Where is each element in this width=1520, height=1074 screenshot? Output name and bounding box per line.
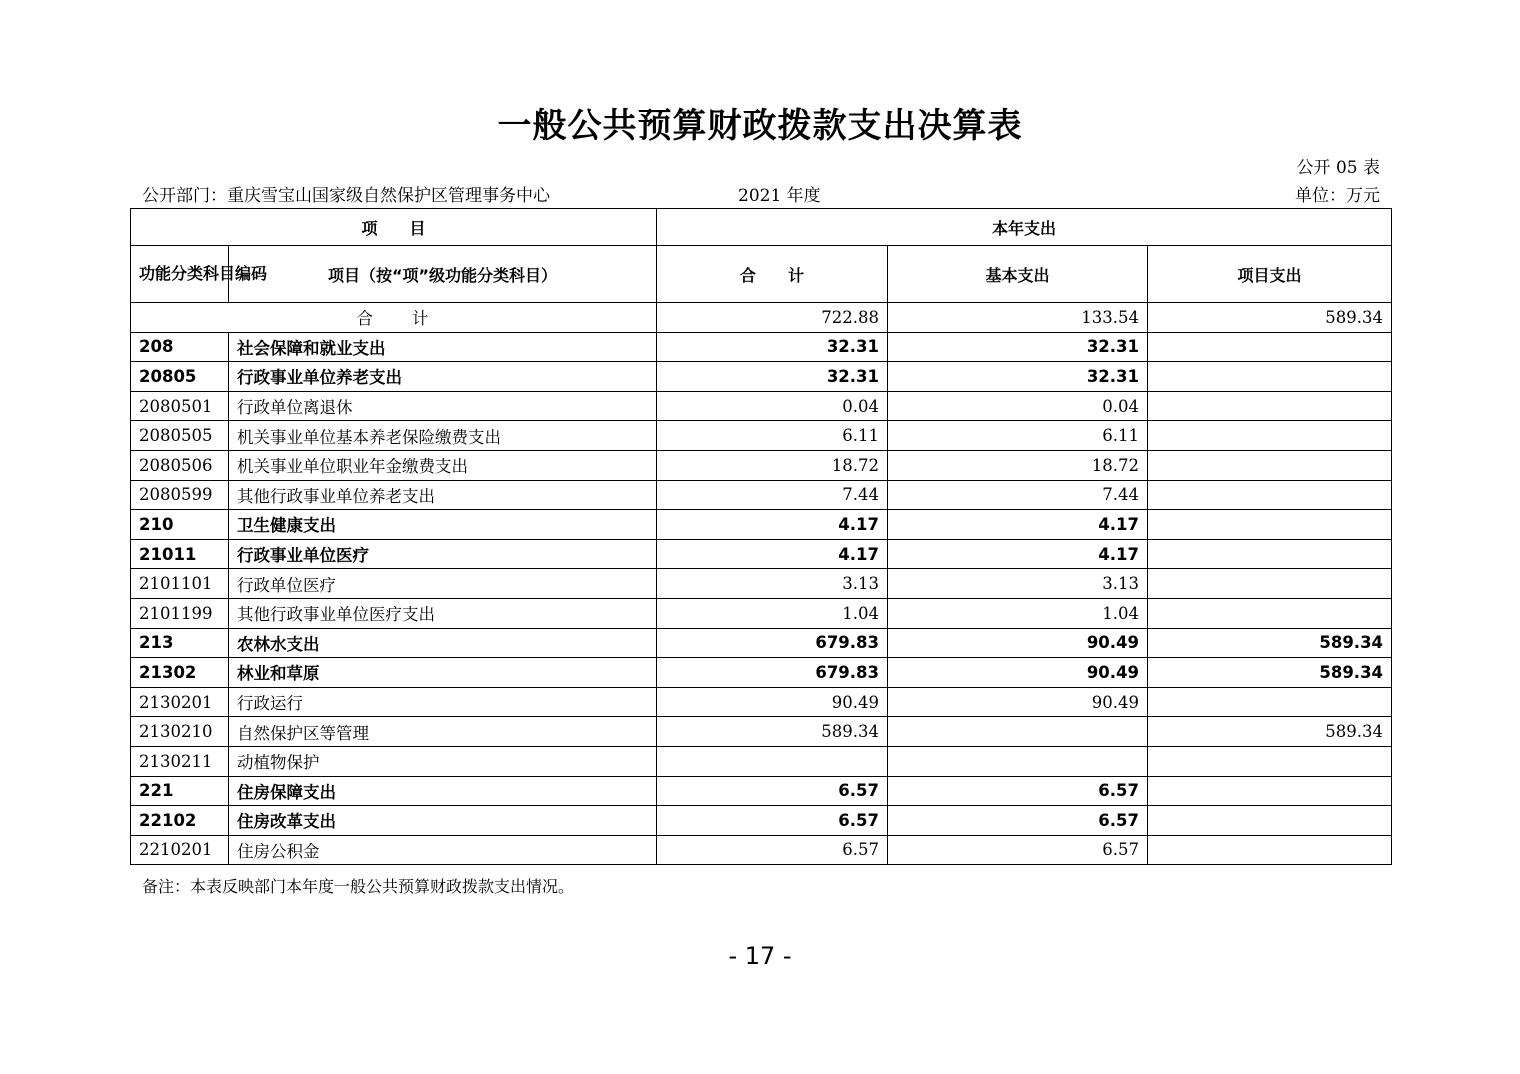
table-row — [131, 806, 1392, 836]
cell-total: 4.17 — [657, 539, 888, 569]
cell-basic: 4.17 — [888, 539, 1148, 569]
cell-project: 589.34 — [1148, 658, 1392, 688]
cell-code: 213 — [131, 628, 229, 658]
cell-project — [1148, 510, 1392, 540]
header-basic: 基本支出 — [888, 246, 1148, 303]
page-title: 一般公共预算财政拨款支出决算表 — [497, 106, 1023, 146]
table-row — [131, 450, 1392, 480]
cell-code: 21302 — [131, 658, 229, 688]
cell-name: 自然保护区等管理 — [229, 717, 657, 747]
budget-table — [130, 208, 1392, 865]
cell-basic: 0.04 — [888, 391, 1148, 421]
cell-name: 卫生健康支出 — [229, 510, 657, 540]
cell-project — [1148, 421, 1392, 451]
cell-code: 2210201 — [131, 835, 229, 865]
cell-basic — [888, 717, 1148, 747]
cell-basic: 32.31 — [888, 362, 1148, 392]
table-number: 公开 05 表 — [1296, 158, 1380, 178]
cell-project — [1148, 835, 1392, 865]
cell-project — [1148, 539, 1392, 569]
table-row — [131, 480, 1392, 510]
cell-code: 2101199 — [131, 598, 229, 628]
cell-total: 7.44 — [657, 480, 888, 510]
cell-code: 22102 — [131, 806, 229, 836]
cell-total: 679.83 — [657, 628, 888, 658]
table-row — [131, 391, 1392, 421]
cell-name: 机关事业单位职业年金缴费支出 — [229, 450, 657, 480]
cell-code: 2080506 — [131, 450, 229, 480]
cell-project — [1148, 480, 1392, 510]
cell-project: 589.34 — [1148, 717, 1392, 747]
table-row — [131, 332, 1392, 362]
total-row-basic: 133.54 — [888, 303, 1148, 333]
cell-total: 18.72 — [657, 450, 888, 480]
cell-name: 行政单位离退休 — [229, 391, 657, 421]
cell-code: 2101101 — [131, 569, 229, 599]
total-row-project: 589.34 — [1148, 303, 1392, 333]
cell-basic: 6.57 — [888, 776, 1148, 806]
cell-total: 90.49 — [657, 687, 888, 717]
total-row — [131, 303, 1392, 333]
cell-total: 32.31 — [657, 332, 888, 362]
cell-total: 589.34 — [657, 717, 888, 747]
cell-name: 住房保障支出 — [229, 776, 657, 806]
table-row — [131, 835, 1392, 865]
cell-basic: 32.31 — [888, 332, 1148, 362]
table-row — [131, 539, 1392, 569]
cell-total: 6.57 — [657, 806, 888, 836]
cell-code: 2130210 — [131, 717, 229, 747]
cell-total: 679.83 — [657, 658, 888, 688]
table-body — [131, 303, 1392, 865]
header-item-name: 项目（按“项”级功能分类科目） — [229, 246, 657, 303]
cell-project — [1148, 450, 1392, 480]
cell-project — [1148, 687, 1392, 717]
cell-name: 行政单位医疗 — [229, 569, 657, 599]
cell-total: 6.57 — [657, 776, 888, 806]
table-row — [131, 717, 1392, 747]
cell-total: 4.17 — [657, 510, 888, 540]
cell-name: 机关事业单位基本养老保险缴费支出 — [229, 421, 657, 451]
cell-project: 589.34 — [1148, 628, 1392, 658]
cell-code: 21011 — [131, 539, 229, 569]
cell-name: 其他行政事业单位养老支出 — [229, 480, 657, 510]
cell-name: 行政事业单位医疗 — [229, 539, 657, 569]
table-row — [131, 628, 1392, 658]
table-row — [131, 746, 1392, 776]
cell-total: 6.11 — [657, 421, 888, 451]
header-total: 合 计 — [657, 246, 888, 303]
cell-basic: 6.11 — [888, 421, 1148, 451]
cell-basic: 3.13 — [888, 569, 1148, 599]
table-row — [131, 687, 1392, 717]
cell-name: 行政运行 — [229, 687, 657, 717]
cell-project — [1148, 332, 1392, 362]
cell-name: 住房公积金 — [229, 835, 657, 865]
header-code: 功能分类科目编码 — [131, 246, 229, 303]
department-label: 公开部门：重庆雪宝山国家级自然保护区管理事务中心 — [142, 186, 550, 206]
cell-total — [657, 746, 888, 776]
table-row — [131, 421, 1392, 451]
table-row — [131, 362, 1392, 392]
cell-basic: 4.17 — [888, 510, 1148, 540]
page-number: - 17 - — [728, 942, 792, 970]
cell-name: 其他行政事业单位医疗支出 — [229, 598, 657, 628]
cell-name: 农林水支出 — [229, 628, 657, 658]
cell-basic: 90.49 — [888, 658, 1148, 688]
table-row — [131, 776, 1392, 806]
year-label: 2021 年度 — [738, 186, 821, 206]
cell-total: 32.31 — [657, 362, 888, 392]
cell-code: 2080501 — [131, 391, 229, 421]
table-row — [131, 658, 1392, 688]
cell-basic: 90.49 — [888, 687, 1148, 717]
cell-project — [1148, 391, 1392, 421]
cell-code: 20805 — [131, 362, 229, 392]
cell-basic: 90.49 — [888, 628, 1148, 658]
cell-project — [1148, 598, 1392, 628]
total-row-total: 722.88 — [657, 303, 888, 333]
header-current-year: 本年支出 — [657, 209, 1392, 246]
cell-code: 2130201 — [131, 687, 229, 717]
cell-name: 动植物保护 — [229, 746, 657, 776]
cell-name: 行政事业单位养老支出 — [229, 362, 657, 392]
unit-label: 单位：万元 — [1295, 186, 1380, 206]
cell-code: 210 — [131, 510, 229, 540]
cell-basic: 6.57 — [888, 806, 1148, 836]
cell-basic: 18.72 — [888, 450, 1148, 480]
cell-code: 2080599 — [131, 480, 229, 510]
cell-total: 0.04 — [657, 391, 888, 421]
cell-code: 221 — [131, 776, 229, 806]
cell-code: 2080505 — [131, 421, 229, 451]
table-row — [131, 598, 1392, 628]
cell-total: 3.13 — [657, 569, 888, 599]
cell-project — [1148, 362, 1392, 392]
table-row — [131, 510, 1392, 540]
footnote: 备注：本表反映部门本年度一般公共预算财政拨款支出情况。 — [142, 877, 575, 896]
header-item: 项 目 — [131, 209, 657, 246]
cell-basic: 1.04 — [888, 598, 1148, 628]
cell-total: 1.04 — [657, 598, 888, 628]
cell-code: 208 — [131, 332, 229, 362]
table-row — [131, 569, 1392, 599]
cell-code: 2130211 — [131, 746, 229, 776]
header-project: 项目支出 — [1148, 246, 1392, 303]
cell-project — [1148, 746, 1392, 776]
cell-basic: 6.57 — [888, 835, 1148, 865]
cell-basic: 7.44 — [888, 480, 1148, 510]
total-row-label: 合 计 — [131, 303, 657, 333]
cell-project — [1148, 776, 1392, 806]
cell-name: 林业和草原 — [229, 658, 657, 688]
cell-project — [1148, 806, 1392, 836]
cell-project — [1148, 569, 1392, 599]
cell-total: 6.57 — [657, 835, 888, 865]
cell-name: 住房改革支出 — [229, 806, 657, 836]
cell-name: 社会保障和就业支出 — [229, 332, 657, 362]
cell-basic — [888, 746, 1148, 776]
